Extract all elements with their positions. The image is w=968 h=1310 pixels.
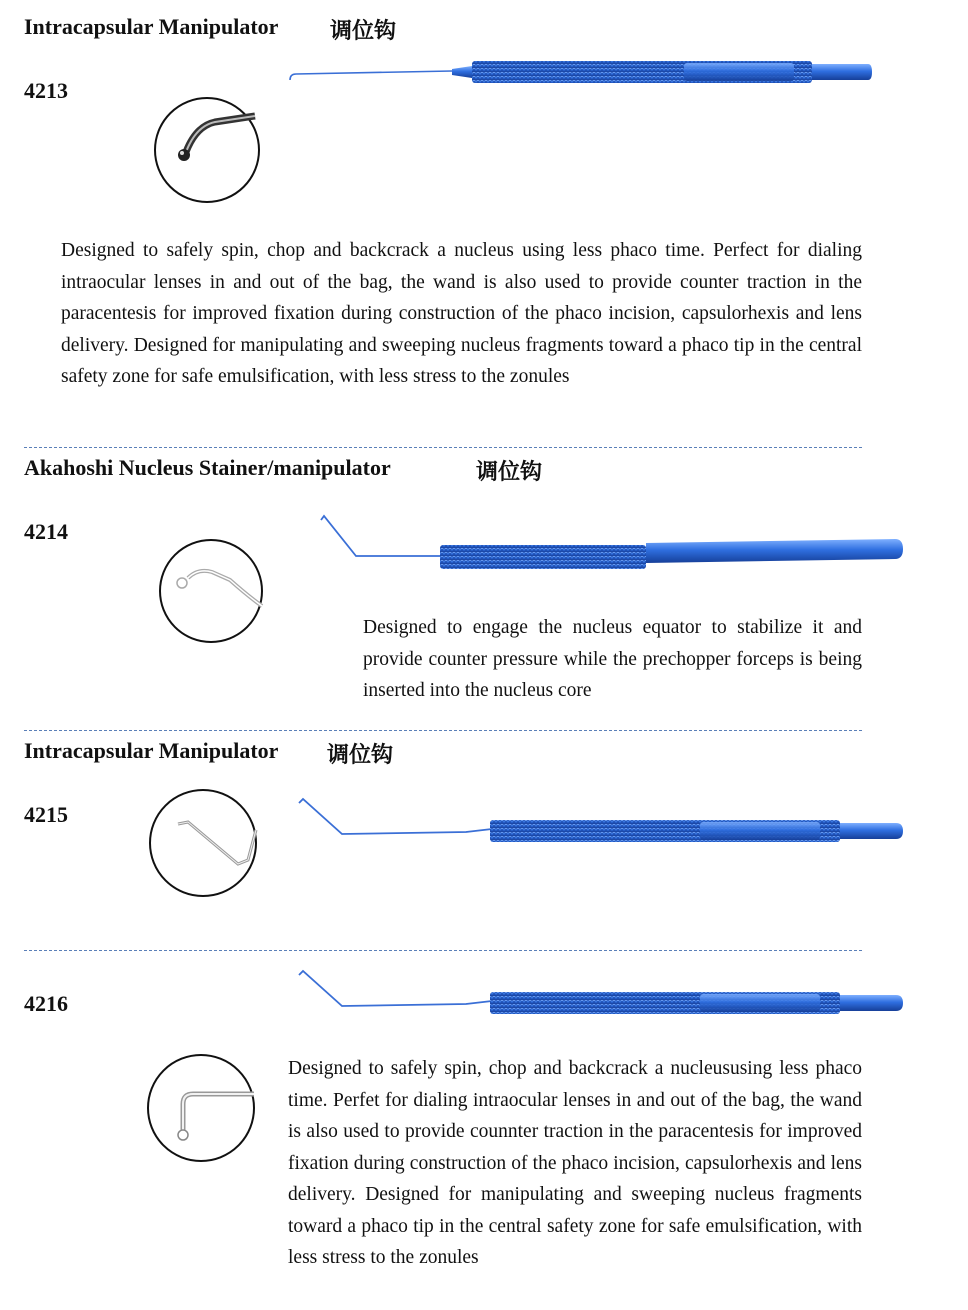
product-chinese-name: 调位钩	[327, 743, 394, 768]
product-code: 4213	[24, 78, 68, 103]
product-chinese-name: 调位钩	[476, 460, 543, 485]
product-code: 4216	[24, 991, 68, 1016]
product-code: 4214	[24, 519, 68, 544]
product-chinese-name: 调位钩	[330, 19, 397, 44]
instrument-handle-icon	[298, 970, 904, 1016]
product-title: Intracapsular Manipulator	[24, 14, 279, 39]
product-description: Designed to safely spin, chop and backcrack a nucleus using less phaco time. Perfect for dialing intraocular lenses in and out of the bag, the wand is also used to provide counter traction in the paracentesis for improved fixation during construction of the phaco incision, capsulorhexis and lens delivery. Designed for manipulating and sweeping nucleus fragments toward a phaco tip in the central safety zone for safe emulsification, with less stress to the zonules	[61, 240, 862, 387]
product-description: Designed to engage the nucleus equator to stabilize it and provide counter pressure while the prechopper forceps is being inserted into the nucleus core	[363, 617, 862, 701]
hook-tip-detail-icon	[148, 1055, 254, 1161]
product-title: Akahoshi Nucleus Stainer/manipulator	[24, 455, 391, 480]
product-code: 4215	[24, 802, 68, 827]
product-title: Intracapsular Manipulator	[24, 738, 279, 763]
product-description: Designed to safely spin, chop and backcrack a nucleususing less phaco time. Perfet for dialing intraocular lenses in and out of the bag, the wand is also used to provide counnter traction in the paracentesis for improved fixation during construction of the phaco incision, capsulorhexis and lens delivery. Designed for manipulating and sweeping nucleus fragments toward a phaco tip in the central safety zone for safe emulsification, with less stress to the zonules	[288, 1058, 862, 1268]
